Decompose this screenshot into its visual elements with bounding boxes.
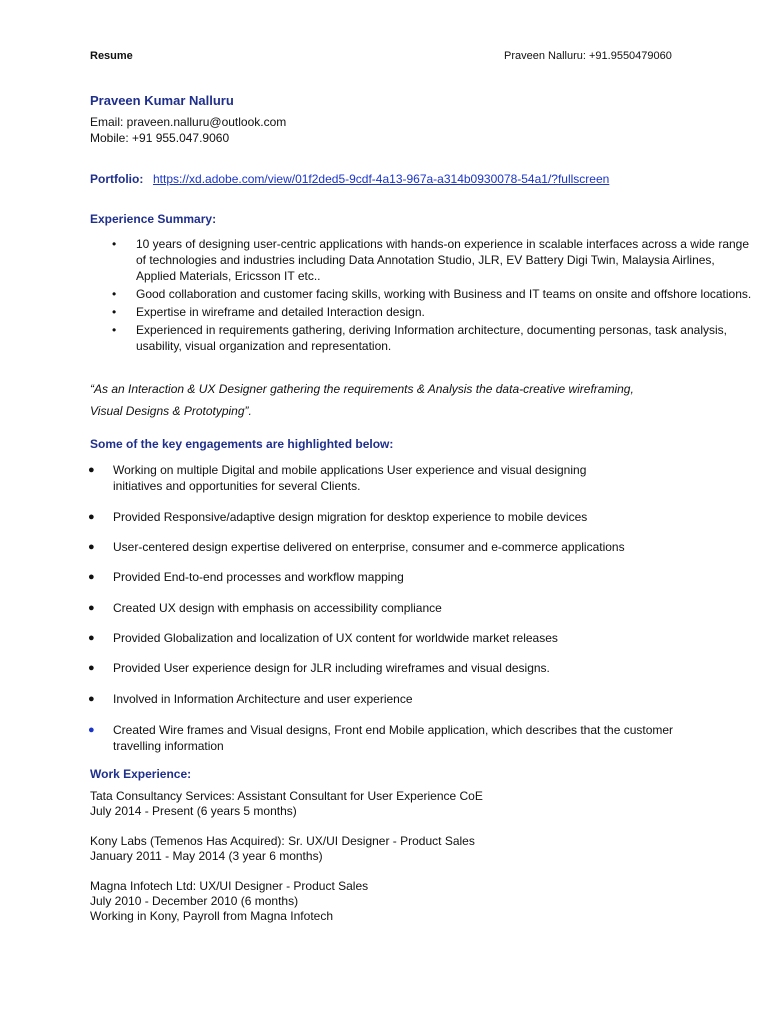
bullet-icon: •	[112, 305, 117, 319]
engagement-item: ● Created Wire frames and Visual designs, Front end Mobile application, which describes that the customer travelling information	[88, 723, 674, 753]
job-role: Tata Consultancy Services: Assistant Consultant for User Experience CoE	[90, 789, 483, 803]
work-experience-heading: Work Experience:	[90, 767, 192, 781]
engagement-item: ● Involved in Information Architecture and user experience	[88, 692, 413, 706]
bullet-icon: ●	[88, 724, 95, 736]
mobile-line: Mobile: +91 955.047.9060	[90, 131, 230, 145]
summary-item: • 10 years of designing user-centric applications with hands-on experience in scalable interfaces across a wide range of technologies and industries including Data Annotation Studio, JLR, EV Battery Digi Twin, Malaysia Airlines, Applied Materials, Ericsson IT etc..	[112, 237, 750, 283]
job-role: Kony Labs (Temenos Has Acquired): Sr. UX/UI Designer - Product Sales	[90, 834, 475, 848]
engagement-item: ● Created UX design with emphasis on accessibility compliance	[88, 601, 442, 615]
engagement-item: ● Provided User experience design for JLR including wireframes and visual designs.	[88, 661, 550, 675]
engagement-item: ● Provided Responsive/adaptive design migration for desktop experience to mobile devices	[88, 510, 588, 524]
candidate-name: Praveen Kumar Nalluru	[90, 93, 234, 108]
job-period: July 2010 - December 2010 (6 months)	[90, 894, 299, 908]
bullet-icon: •	[112, 323, 117, 337]
bullet-icon: •	[112, 287, 117, 301]
experience-summary-heading: Experience Summary:	[90, 212, 217, 226]
engagement-item: ● User-centered design expertise delivered on enterprise, consumer and e-commerce applications	[88, 540, 625, 554]
summary-item: • Expertise in wireframe and detailed Interaction design.	[112, 305, 425, 319]
bullet-icon: ●	[88, 632, 95, 644]
bullet-icon: ●	[88, 464, 95, 476]
summary-item: • Good collaboration and customer facing skills, working with Business and IT teams on onsite and offshore locations.	[112, 287, 752, 301]
portfolio-link[interactable]: https://xd.adobe.com/view/01f2ded5-9cdf-4a13-967a-a314b0930078-54a1/?fullscreen	[153, 172, 610, 186]
bullet-icon: ●	[88, 693, 95, 705]
summary-item: • Experienced in requirements gathering, deriving Information architecture, documenting personas, task analysis, usability, visual organization and representation.	[112, 323, 727, 353]
bullet-icon: ●	[88, 602, 95, 614]
job-entry	[90, 789, 483, 819]
job-entry	[90, 879, 368, 924]
bullet-icon: •	[112, 237, 117, 251]
bullet-icon: ●	[88, 571, 95, 583]
quote-line: Visual Designs & Prototyping”.	[90, 404, 252, 418]
header-contact: Praveen Nalluru: +91.9550479060	[504, 50, 672, 62]
summary-quote	[90, 378, 634, 422]
job-note: Working in Kony, Payroll from Magna Infotech	[90, 909, 333, 923]
engagement-item: ● Provided Globalization and localization of UX content for worldwide market releases	[88, 631, 558, 645]
job-period: July 2014 - Present (6 years 5 months)	[90, 804, 297, 818]
job-period: January 2011 - May 2014 (3 year 6 months)	[90, 849, 323, 863]
bullet-icon: ●	[88, 662, 95, 674]
quote-line: “As an Interaction & UX Designer gathering the requirements & Analysis the data-creative wireframing,	[90, 382, 634, 396]
header-title: Resume	[90, 50, 133, 62]
job-role: Magna Infotech Ltd: UX/UI Designer - Product Sales	[90, 879, 369, 893]
email-line: Email: praveen.nalluru@outlook.com	[90, 115, 287, 129]
experience-summary-list	[112, 236, 752, 356]
job-entry	[90, 834, 475, 864]
engagement-item: ● Working on multiple Digital and mobile applications User experience and visual designing initiatives and opportunities for several Clients.	[88, 463, 587, 493]
bullet-icon: ●	[88, 541, 95, 553]
portfolio-label: Portfolio:	[90, 172, 144, 186]
bullet-icon: ●	[88, 511, 95, 523]
engagements-heading: Some of the key engagements are highlighted below:	[90, 437, 394, 451]
engagement-item: ● Provided End-to-end processes and workflow mapping	[88, 570, 404, 584]
